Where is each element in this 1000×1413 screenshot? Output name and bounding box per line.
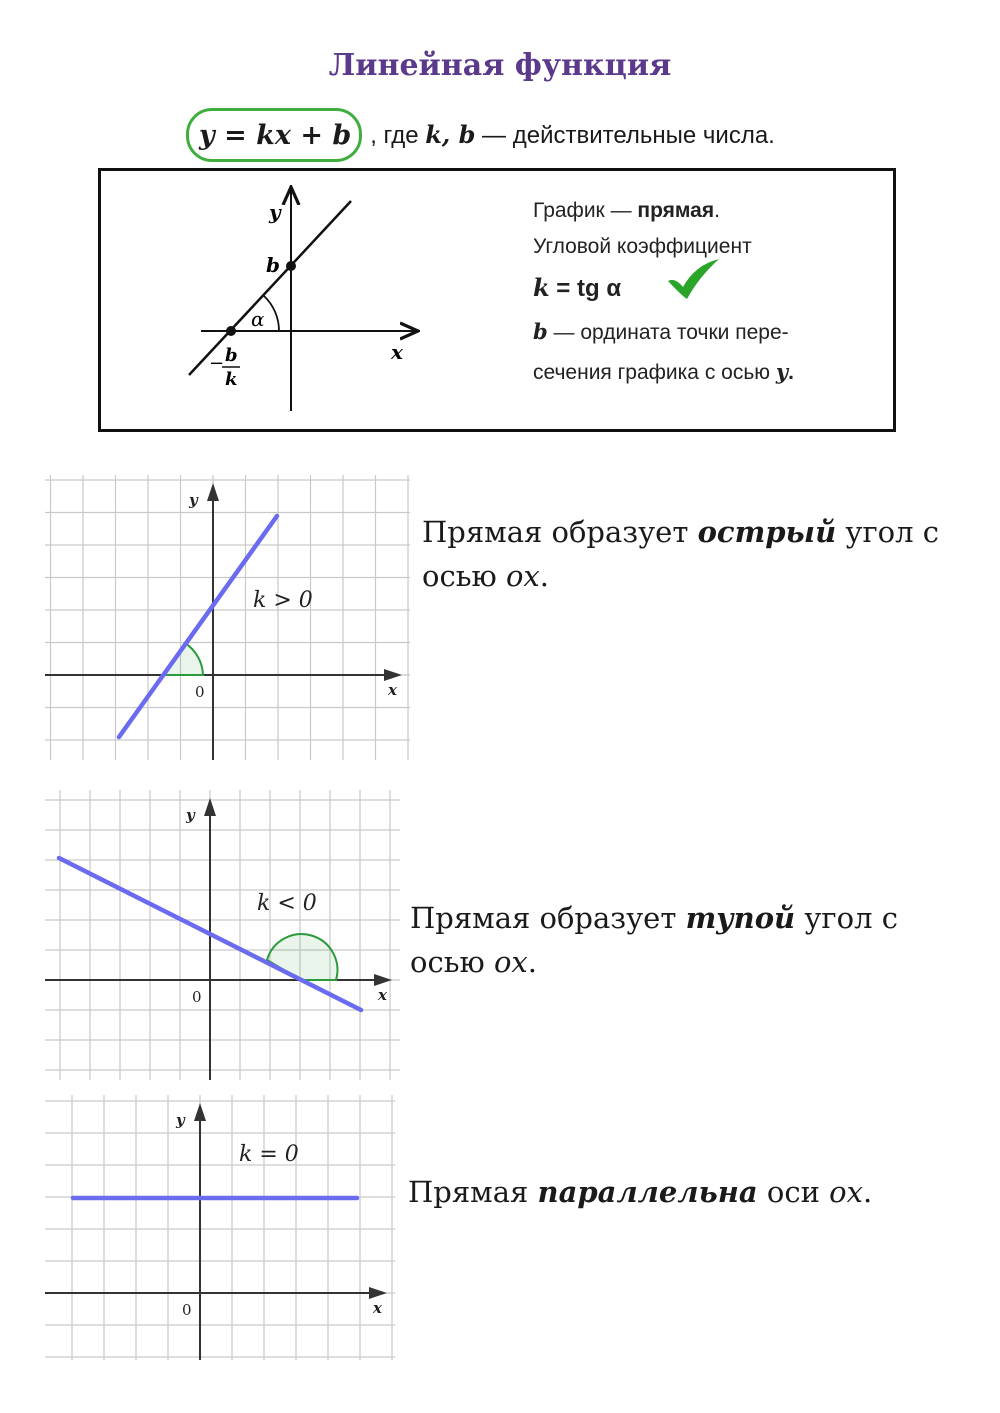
box-tg-formula: = tg α	[549, 275, 622, 302]
checkmark-icon	[663, 255, 723, 305]
angle-arc	[267, 934, 337, 980]
desc-text: угол с осью	[410, 901, 898, 979]
y-axis-arrow-icon	[194, 1103, 206, 1121]
diagram-intercept-point	[226, 326, 236, 336]
slope-condition-label: k = 0	[239, 1142, 299, 1167]
graph-zero-slope	[45, 1095, 395, 1360]
desc-axis: ox	[829, 1175, 863, 1209]
y-axis-label: y	[186, 806, 195, 824]
description-parallel	[408, 1170, 968, 1214]
desc-keyword: острый	[697, 515, 837, 549]
box-bold-text: прямая	[637, 199, 715, 222]
y-axis-arrow-icon	[207, 483, 219, 501]
y-axis-arrow-icon	[204, 798, 216, 816]
desc-text: .	[862, 1175, 873, 1209]
diagram-intercept-den: k	[225, 369, 238, 390]
x-axis-arrow-icon	[369, 1287, 387, 1299]
diagram-alpha-label: α	[251, 307, 265, 331]
y-axis-label: y	[189, 491, 198, 509]
box-y-symbol: y	[775, 359, 789, 384]
origin-label: 0	[195, 683, 205, 701]
definition-box	[98, 168, 896, 432]
desc-keyword: параллельна	[537, 1175, 758, 1209]
graph-positive-slope	[45, 475, 410, 760]
diagram-b-point	[286, 261, 296, 271]
desc-text: Прямая образует	[410, 901, 686, 935]
box-line-slope: Угловой коэффициент	[533, 235, 752, 258]
formula-description	[370, 120, 775, 150]
desc-axis: ox	[493, 945, 528, 979]
box-text: График —	[533, 199, 638, 222]
diagram-line	[189, 201, 351, 375]
x-axis-arrow-icon	[374, 974, 392, 986]
desc-keyword: тупой	[685, 901, 796, 935]
box-text: .	[788, 361, 794, 384]
formula-row	[186, 108, 775, 162]
box-b-symbol: b	[533, 319, 548, 344]
slope-condition-label: k > 0	[253, 588, 313, 613]
desc-text: .	[539, 559, 550, 593]
desc-text: оси	[757, 1175, 830, 1209]
formula-vars: k, b	[425, 120, 476, 149]
page-title: Линейная функция	[328, 48, 672, 83]
desc-text: .	[527, 945, 538, 979]
diagram-alpha-arc	[264, 296, 279, 331]
box-k-symbol: k	[533, 273, 550, 302]
formula-sep: , где	[370, 122, 426, 149]
slope-condition-label: k < 0	[257, 891, 317, 916]
desc-text: Прямая образует	[422, 515, 698, 549]
desc-axis: ox	[505, 559, 540, 593]
box-text: .	[714, 199, 720, 222]
x-axis-label: x	[378, 986, 387, 1004]
diagram-b-label: b	[266, 253, 280, 277]
box-line-formula	[533, 273, 621, 303]
diagram-x-label: x	[391, 340, 403, 364]
box-line-b-desc2	[533, 359, 794, 385]
graph-negative-slope	[45, 790, 400, 1080]
description-acute	[422, 510, 962, 598]
desc-text: угол с осью	[422, 515, 939, 593]
function-line	[119, 516, 277, 737]
diagram-intercept-num: b	[225, 345, 238, 366]
x-axis-arrow-icon	[384, 669, 402, 681]
formula-highlight: y = kx + b	[186, 108, 362, 162]
diagram-intercept-sign: −	[209, 353, 225, 374]
x-axis-label: x	[388, 681, 397, 699]
y-axis-label: y	[176, 1111, 185, 1129]
origin-label: 0	[192, 988, 202, 1006]
box-line-b-desc	[533, 319, 789, 345]
desc-text: Прямая	[408, 1175, 538, 1209]
diagram-y-label: y	[269, 200, 281, 224]
origin-label: 0	[182, 1301, 192, 1319]
box-line-graph	[533, 199, 720, 223]
box-text: сечения графика с осью	[533, 361, 776, 384]
description-obtuse	[410, 896, 950, 984]
x-axis-label: x	[373, 1299, 382, 1317]
box-text: — ордината точки пере-	[547, 321, 789, 344]
general-line-diagram	[101, 171, 441, 429]
formula-rest-text: — действительные числа.	[475, 122, 775, 149]
